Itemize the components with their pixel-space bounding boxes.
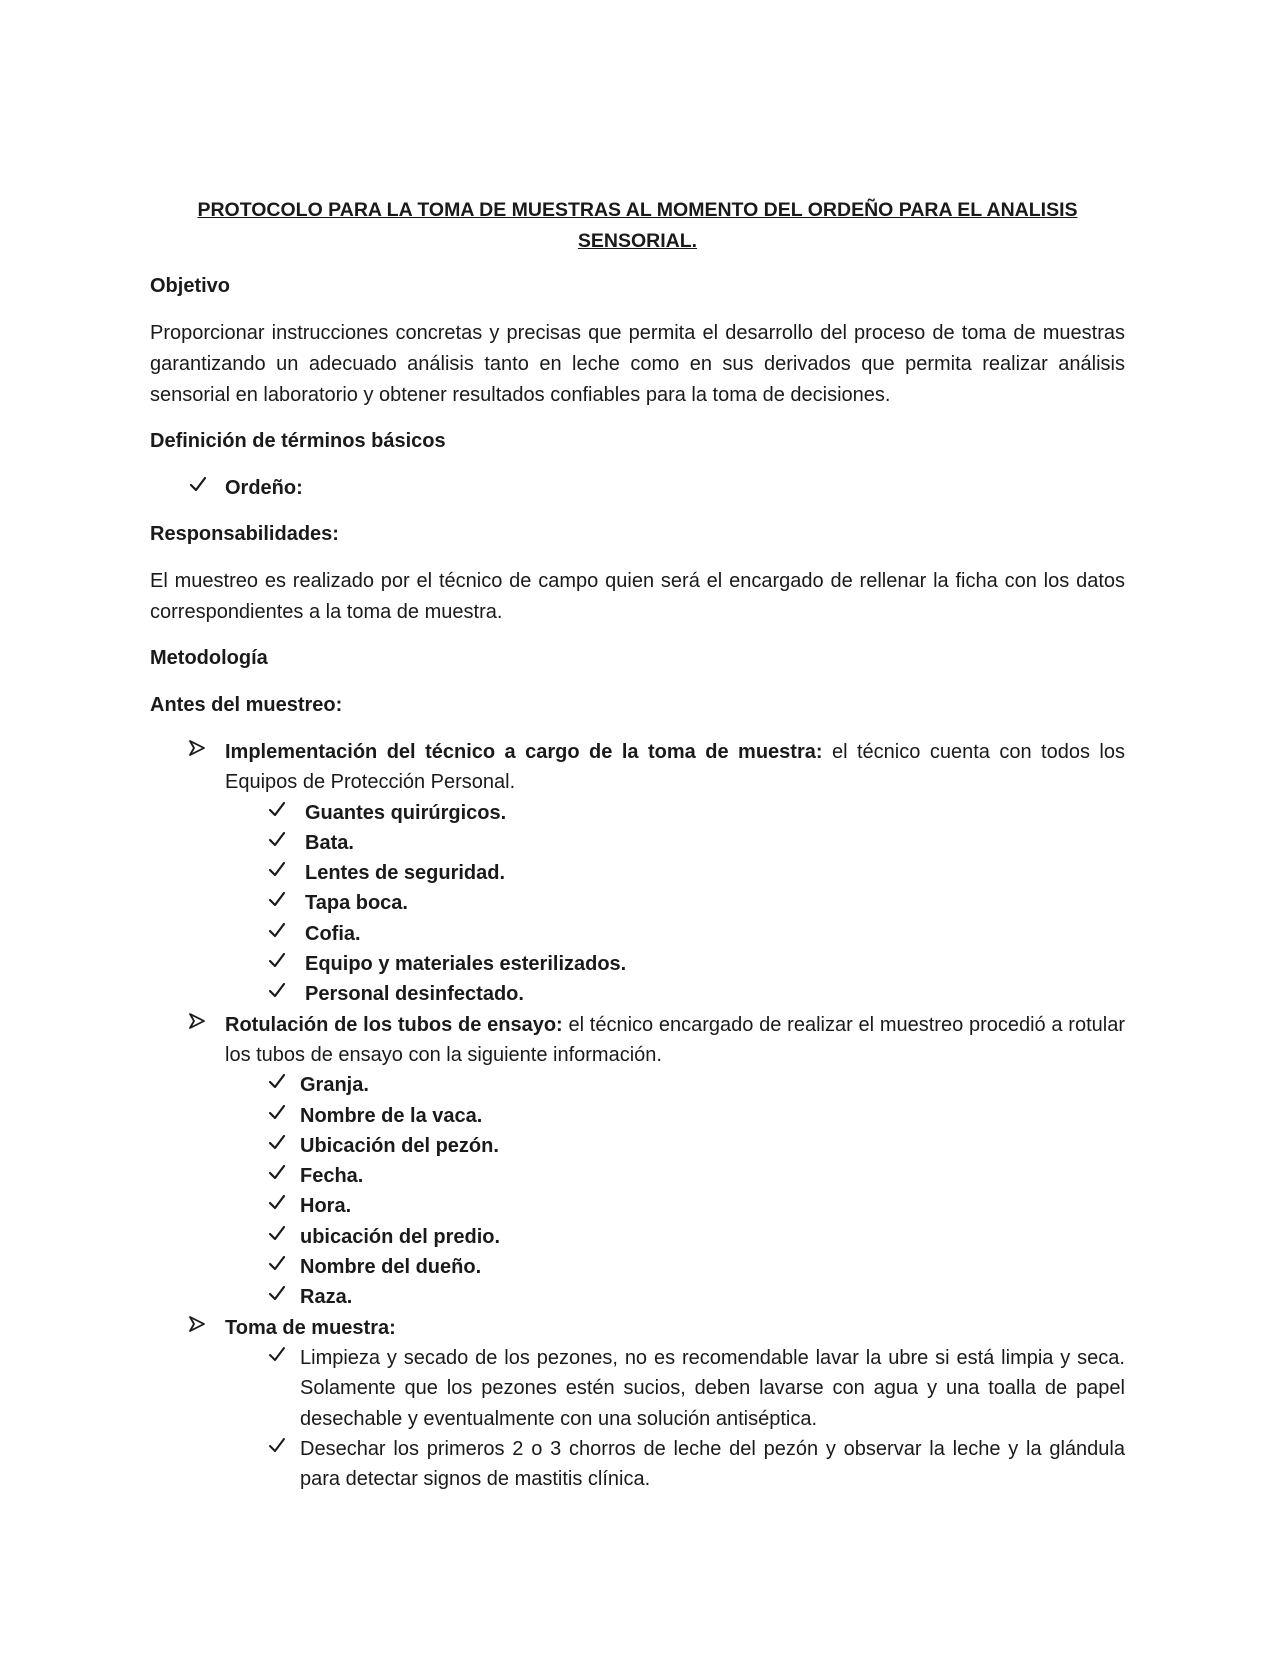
section-lead: Rotulación de los tubos de ensayo: xyxy=(225,1013,563,1036)
list-item-text: Fecha. xyxy=(300,1165,364,1188)
checkmark-icon xyxy=(188,473,208,503)
list-item-text: Desechar los primeros 2 o 3 chorros de leche del pezón y observar la leche y la glándula para detectar signos de mastitis clínica. xyxy=(300,1437,1125,1491)
list-item xyxy=(150,919,1125,949)
checkmark-icon xyxy=(267,798,287,828)
checkmark-icon xyxy=(267,828,287,858)
checkmark-icon xyxy=(267,1252,287,1282)
list-item xyxy=(150,1131,1125,1161)
list-item xyxy=(150,1282,1125,1312)
list-item xyxy=(150,1101,1125,1131)
checkmark-icon xyxy=(267,979,287,1009)
document-title xyxy=(150,195,1125,257)
list-item-text: Raza. xyxy=(300,1286,353,1309)
heading-responsabilidades: Responsabilidades: xyxy=(150,523,339,545)
list-item xyxy=(150,858,1125,888)
list-item-text: Nombre de la vaca. xyxy=(300,1104,483,1127)
checkmark-icon xyxy=(267,1191,287,1221)
heading-objetivo: Objetivo xyxy=(150,275,231,297)
section-lead: Implementación del técnico a cargo de la toma de muestra: xyxy=(225,741,823,763)
heading-antes-del-muestreo: Antes del muestreo: xyxy=(150,694,343,716)
list-item-text: Ordeño: xyxy=(225,477,303,499)
list-item-text: Limpieza y secado de los pezones, no es recomendable lavar la ubre si está limpia y seca. Solamente que los pezones estén sucios, deben lavarse con agua y una toalla de papel desechable y eventualmente con una solución antiséptica. xyxy=(300,1346,1125,1430)
list-item-text: Guantes quirúrgicos. xyxy=(305,801,507,824)
section-text: el técnico encargado de realizar el muestreo procedió a rotular los tubos de ensayo con la siguiente información. xyxy=(225,1013,1125,1066)
section-rotulacion xyxy=(150,1010,1125,1071)
heading-definicion: Definición de términos básicos xyxy=(150,430,446,452)
list-item xyxy=(150,1222,1125,1252)
section-implementacion xyxy=(150,737,1125,798)
heading-metodologia: Metodología xyxy=(150,647,268,669)
list-item xyxy=(150,888,1125,918)
checkmark-icon xyxy=(267,1343,287,1373)
section-lead: Toma de muestra: xyxy=(225,1316,396,1339)
checkmark-icon xyxy=(267,1282,287,1312)
list-item-text: Granja. xyxy=(300,1074,369,1097)
checkmark-icon xyxy=(267,1222,287,1252)
checkmark-icon xyxy=(267,1434,287,1464)
list-item xyxy=(150,1343,1125,1434)
list-item-text: Personal desinfectado. xyxy=(305,983,524,1006)
checkmark-icon xyxy=(267,1131,287,1161)
checkmark-icon xyxy=(267,919,287,949)
list-item xyxy=(150,1161,1125,1191)
list-item xyxy=(150,1191,1125,1221)
section-toma-de-muestra xyxy=(150,1313,1125,1343)
list-item xyxy=(150,473,1125,503)
checkmark-icon xyxy=(267,1070,287,1100)
list-item-text: Lentes de seguridad. xyxy=(305,862,506,885)
checkmark-icon xyxy=(267,1101,287,1131)
arrow-bullet-icon xyxy=(188,1313,206,1343)
document-page xyxy=(150,195,1125,1494)
title-line-2: SENSORIAL. xyxy=(577,230,698,252)
checkmark-icon xyxy=(267,858,287,888)
checkmark-icon xyxy=(267,1161,287,1191)
checkmark-icon xyxy=(267,949,287,979)
list-item-text: ubicación del predio. xyxy=(300,1225,501,1248)
arrow-bullet-icon xyxy=(188,1010,206,1040)
list-item-text: Nombre del dueño. xyxy=(300,1256,482,1279)
list-item xyxy=(150,828,1125,858)
list-item xyxy=(150,1070,1125,1100)
list-item xyxy=(150,1252,1125,1282)
list-item-text: Bata. xyxy=(305,831,354,854)
checkmark-icon xyxy=(267,888,287,918)
list-item-text: Ubicación del pezón. xyxy=(300,1134,499,1157)
title-line-1: PROTOCOLO PARA LA TOMA DE MUESTRAS AL MOMENTO DEL ORDEÑO PARA EL ANALISIS xyxy=(197,199,1078,221)
list-item xyxy=(150,798,1125,828)
arrow-bullet-icon xyxy=(188,737,206,767)
list-item-text: Equipo y materiales esterilizados. xyxy=(305,953,627,976)
objetivo-text: Proporcionar instrucciones concretas y precisas que permita el desarrollo del proceso de toma de muestras garantizando un adecuado análisis tanto en leche como en sus derivados que permita realizar análisis sensorial en laboratorio y obtener resultados confiables para la toma de decisiones. xyxy=(150,322,1125,406)
responsabilidades-text: El muestreo es realizado por el técnico de campo quien será el encargado de rellenar la ficha con los datos correspondientes a la toma de muestra. xyxy=(150,570,1125,623)
list-item-text: Hora. xyxy=(300,1195,352,1218)
list-item xyxy=(150,949,1125,979)
list-item-text: Tapa boca. xyxy=(305,892,408,915)
section-text: el técnico cuenta con todos los Equipos de Protección Personal. xyxy=(225,741,1125,794)
list-item xyxy=(150,979,1125,1009)
list-item xyxy=(150,1434,1125,1495)
list-item-text: Cofia. xyxy=(305,922,361,945)
